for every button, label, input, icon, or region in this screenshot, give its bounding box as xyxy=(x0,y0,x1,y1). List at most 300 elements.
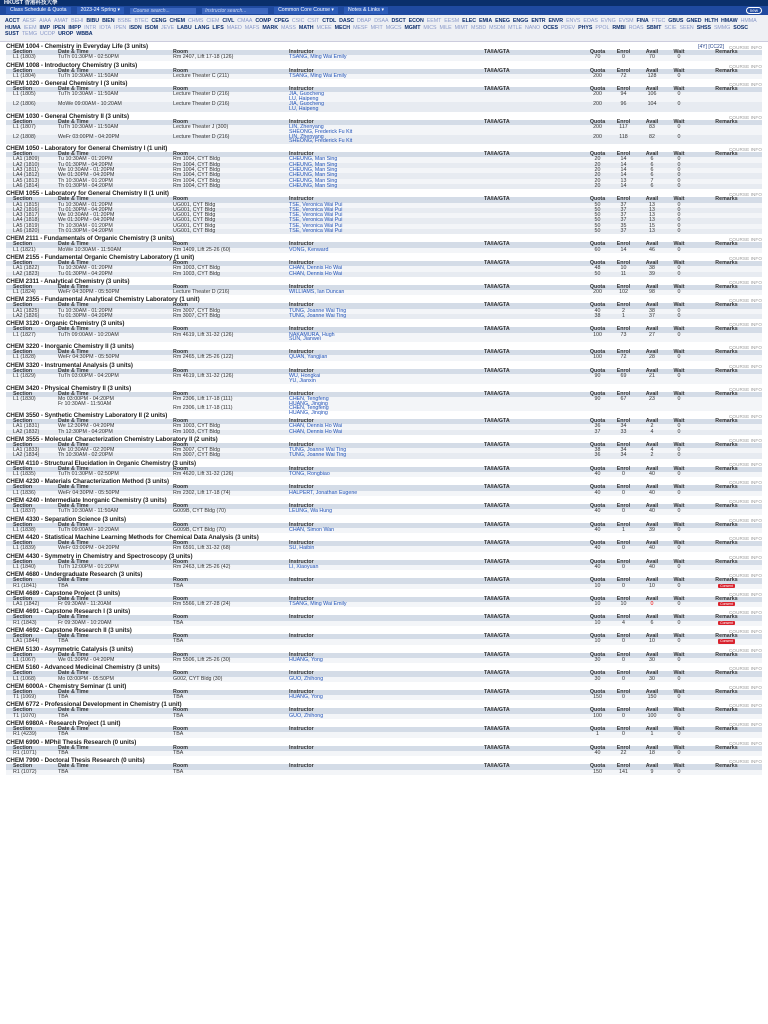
course-info-link[interactable]: COURSE INFO xyxy=(728,703,762,709)
course-title[interactable]: CHEM 3555 - Molecular Characterization Chemistry Laboratory II (2 units) xyxy=(6,435,218,443)
subject-link-nano[interactable]: NANO xyxy=(525,24,541,31)
instructor-link[interactable]: CHEN, Tengfeng xyxy=(289,395,329,402)
course-title[interactable]: CHEM 2155 - Fundamental Organic Chemistry Laboratory (1 unit) xyxy=(6,253,195,261)
subject-link-mics[interactable]: MICS xyxy=(423,24,437,31)
course-block xyxy=(6,113,762,144)
subject-link-sosc[interactable]: SOSC xyxy=(733,24,749,31)
instructor-link[interactable]: HUANG, Yong xyxy=(289,656,323,663)
instructor-link[interactable]: CHEN, Tengfeng xyxy=(289,405,329,412)
instructor-link[interactable]: WILLIAMS, Ian Duncan xyxy=(289,289,345,296)
subject-link-jeve[interactable]: JEVE xyxy=(161,24,175,31)
course-info-link[interactable]: COURSE INFO xyxy=(728,498,762,504)
subject-link-msdm[interactable]: MSDM xyxy=(489,24,506,31)
instructor-link[interactable]: TUNG, Joanne Wai Ting xyxy=(289,452,347,459)
course-title[interactable]: CHEM 4689 - Capstone Project (3 units) xyxy=(6,589,120,597)
course-info-link[interactable]: COURSE INFO xyxy=(728,647,762,653)
consent-badge[interactable]: Consent xyxy=(720,602,733,607)
subject-link-iota[interactable]: IOTA xyxy=(99,24,112,31)
subject-link-engg[interactable]: ENGG xyxy=(512,18,529,24)
instructor-link[interactable]: TUNG, Joanne Wai Ting xyxy=(289,307,347,314)
instructor-link[interactable]: TSANG, Ming Wai Emily xyxy=(289,54,347,61)
section-row[interactable] xyxy=(6,565,762,570)
subject-link-envs[interactable]: ENVS xyxy=(566,18,581,24)
instructor-link[interactable]: CHAN, Dennis Ho Wai xyxy=(289,423,343,430)
instructor-link[interactable]: JIA, Guocheng xyxy=(289,101,325,108)
subject-link-mimt[interactable]: MIMT xyxy=(454,24,468,31)
subject-link-seen[interactable]: SEEN xyxy=(679,24,694,31)
subject-link-mesf[interactable]: MESF xyxy=(353,24,368,31)
course-block xyxy=(6,683,762,701)
remarks xyxy=(691,546,762,551)
course-info-link[interactable]: COURSE INFO xyxy=(728,192,762,198)
course-title[interactable]: CHEM 3420 - Physical Chemistry II (3 units) xyxy=(6,384,132,392)
subject-link-isdn[interactable]: ISDN xyxy=(129,24,142,31)
instructor-link[interactable]: JIA, Guocheng xyxy=(289,91,325,98)
subject-link-dbap[interactable]: DBAP xyxy=(356,18,372,24)
subject-link-sust[interactable]: SUST xyxy=(5,31,19,38)
ta-cell xyxy=(484,472,585,477)
instructor-link[interactable]: TSE, Veronica Wai Pui xyxy=(289,222,343,229)
subject-link-bien[interactable]: BIEN xyxy=(102,18,115,24)
section-row[interactable] xyxy=(6,314,762,319)
subject-link-ftec[interactable]: FTEC xyxy=(651,18,666,24)
section-row[interactable] xyxy=(6,430,762,435)
course-info-link[interactable]: COURSE INFO xyxy=(728,413,762,419)
section-code: LA4 (1812) xyxy=(13,172,40,179)
course-info-link[interactable]: COURSE INFO xyxy=(728,740,762,746)
subject-link-impp[interactable]: IMPP xyxy=(68,24,82,31)
subject-link-msbd[interactable]: MSBD xyxy=(470,24,487,31)
subject-link-btec[interactable]: BTEC xyxy=(134,18,149,24)
section-row[interactable] xyxy=(6,272,762,277)
course-title[interactable]: CHEM 1020 - General Chemistry I (3 units) xyxy=(6,80,128,88)
subject-link-civl[interactable]: CIVL xyxy=(222,18,235,24)
course-title[interactable]: CHEM 6980A - Research Project (1 unit) xyxy=(6,720,121,728)
enrol: 35 xyxy=(620,222,627,229)
subject-link-pdev[interactable]: PDEV xyxy=(560,24,576,31)
wait: 0 xyxy=(677,545,681,552)
section-row[interactable] xyxy=(6,528,762,533)
subject-link-phys[interactable]: PHYS xyxy=(578,24,593,31)
subject-link-sbmt[interactable]: SBMT xyxy=(646,24,662,31)
instructor-link[interactable]: TSE, Veronica Wai Pui xyxy=(289,228,343,235)
course-info-link[interactable]: COURSE INFO xyxy=(728,759,762,765)
avail: 13 xyxy=(649,201,655,208)
section-row[interactable] xyxy=(6,248,762,253)
section-code: L2 (1806) xyxy=(13,101,36,108)
course-title[interactable]: CHEM 3120 - Organic Chemistry (3 units) xyxy=(6,320,125,328)
column-header-enrol: Enrol xyxy=(616,763,631,770)
course-title[interactable]: CHEM 4330 - Separation Science (3 units) xyxy=(6,515,127,523)
subject-link-rmbi[interactable]: RMBI xyxy=(612,24,626,31)
enrol: 1 xyxy=(622,526,625,533)
subject-link-dsct[interactable]: DSCT xyxy=(391,18,406,24)
date-time-line: Tu 01:30PM - 04:20PM xyxy=(58,206,113,213)
subject-link-mass[interactable]: MASS xyxy=(281,24,296,31)
subject-link-entr[interactable]: ENTR xyxy=(531,18,546,24)
column-header-section: Section xyxy=(13,763,33,770)
course-info-link[interactable]: COURSE INFO xyxy=(728,517,762,523)
section-row[interactable] xyxy=(6,374,762,384)
course-title[interactable]: CHEM 5130 - Asymmetric Catalysis (3 units) xyxy=(6,645,133,653)
instructor-link[interactable]: CHAN, Dennis Ho Wai xyxy=(289,270,343,277)
course-info-link[interactable]: COURSE INFO xyxy=(728,82,762,88)
column-header-date-time: Date & Time xyxy=(58,688,89,695)
instructor-link[interactable]: SHEONG, Frederick Fu Kit xyxy=(289,138,353,145)
subject-link-dasc[interactable]: DASC xyxy=(339,18,354,24)
course-title[interactable]: CHEM 6990 - MPhil Thesis Research (0 units) xyxy=(6,738,137,746)
subject-link-temg[interactable]: TEMG xyxy=(21,31,38,38)
instructor-link[interactable]: LEUNG, Wa Hung xyxy=(289,508,333,515)
section-row[interactable] xyxy=(6,732,762,737)
instructor-link[interactable]: CHEUNG, Man Sing xyxy=(289,161,338,168)
course-title[interactable]: CHEM 4680 - Undergraduate Research (3 units) xyxy=(6,571,143,579)
section-row[interactable] xyxy=(6,658,762,663)
course-title[interactable]: CHEM 4230 - Materials Characterization Method (3 units) xyxy=(6,478,169,486)
subject-link-csic[interactable]: CSIC xyxy=(291,18,305,24)
subject-link-mafs[interactable]: MAFS xyxy=(244,24,260,31)
subject-link-lang[interactable]: LANG xyxy=(194,24,210,31)
subject-link-ieem[interactable]: IEEM xyxy=(23,24,37,31)
instructor-link[interactable]: TONG, Rongbiao xyxy=(289,471,330,478)
subject-link-mcee[interactable]: MCEE xyxy=(316,24,332,31)
wait: 0 xyxy=(677,452,681,459)
course-block xyxy=(6,701,762,719)
subject-link-shss[interactable]: SHSS xyxy=(696,24,711,31)
date-time-line: TuTh 10:30AM - 11:50AM xyxy=(58,72,119,79)
subject-link-oces[interactable]: OCES xyxy=(543,24,558,31)
course-title[interactable]: CHEM 3220 - Inorganic Chemistry II (3 units) xyxy=(6,343,134,351)
instructor-link[interactable]: SHEONG, Frederick Fu Kit xyxy=(289,128,353,135)
column-header-room: Room xyxy=(173,521,189,528)
subject-link-cmaa[interactable]: CMAA xyxy=(237,18,253,24)
instructor-link[interactable]: HUANG, Jinqing xyxy=(289,409,328,416)
course-info-link[interactable]: COURSE INFO xyxy=(728,610,762,616)
column-header-avail: Avail xyxy=(645,633,659,640)
subject-link-hlth[interactable]: HLTH xyxy=(704,18,719,24)
instructor-link[interactable]: TSE, Veronica Wai Pui xyxy=(289,212,343,219)
subject-link-elec[interactable]: ELEC xyxy=(462,18,477,24)
course-title[interactable]: CHEM 2111 - Fundamentals of Organic Chemistry (3 units) xyxy=(6,235,175,243)
subject-link-eemt[interactable]: EEMT xyxy=(426,18,442,24)
subject-link-mfit[interactable]: MFIT xyxy=(370,24,383,31)
subject-link-mark[interactable]: MARK xyxy=(262,24,279,31)
section-row[interactable] xyxy=(6,290,762,295)
course-title[interactable]: CHEM 6772 - Professional Development in Chemistry (1 unit) xyxy=(6,701,182,709)
section-row[interactable] xyxy=(6,677,762,682)
column-header-date-time: Date & Time xyxy=(58,726,89,733)
subject-link-mech[interactable]: MECH xyxy=(334,24,351,31)
instructor-search-input[interactable]: Instructor search... xyxy=(202,8,268,14)
subject-link-emia[interactable]: EMIA xyxy=(479,18,493,24)
course-info-link[interactable]: COURSE INFO xyxy=(728,298,762,304)
quota: 40 xyxy=(594,564,601,570)
subject-link-gned[interactable]: GNED xyxy=(686,18,702,24)
subject-link-aiaa[interactable]: AIAA xyxy=(39,18,52,24)
column-header-room: Room xyxy=(173,707,189,714)
course-info-link[interactable]: COURSE INFO xyxy=(728,461,762,467)
course-info-link[interactable]: COURSE INFO xyxy=(728,45,762,50)
course-title[interactable]: CHEM 3550 - Synthetic Chemistry Laboratory II (2 units) xyxy=(6,411,168,419)
course-title[interactable]: CHEM 1055 - Laboratory for General Chemistry II (1 unit) xyxy=(6,190,169,198)
subject-link-chms[interactable]: CHMS xyxy=(187,18,204,24)
column-header-quota: Quota xyxy=(589,763,606,770)
date-time-line: Th 10:30AM - 01:20PM xyxy=(58,222,113,229)
course-info-link[interactable]: COURSE INFO xyxy=(728,237,762,243)
instructor-link[interactable]: TSANG, Ming Wai Emily xyxy=(289,601,347,608)
course-title[interactable]: CHEM 1030 - General Chemistry II (3 units) xyxy=(6,112,130,120)
subject-link-evsm[interactable]: EVSM xyxy=(618,18,634,24)
subject-link-math[interactable]: MATH xyxy=(298,24,314,31)
instructor-link[interactable]: GUO, Zhihong xyxy=(289,712,324,719)
instructor-link[interactable]: GUO, Zhihong xyxy=(289,675,324,682)
nav-class-schedule[interactable]: Class Schedule & Quota xyxy=(6,7,71,14)
course-info-link[interactable]: COURSE INFO xyxy=(728,684,762,690)
course-title[interactable]: CHEM 1050 - Laboratory for General Chemistry I (1 unit) xyxy=(6,145,168,153)
section-row[interactable] xyxy=(6,770,762,775)
section-row[interactable] xyxy=(6,584,762,589)
section-row[interactable] xyxy=(6,751,762,756)
course-info-link[interactable]: COURSE INFO xyxy=(728,573,762,579)
subject-link-ceng[interactable]: CENG xyxy=(151,18,167,24)
section-code: L1 (1068) xyxy=(13,675,36,682)
course-title[interactable]: CHEM 4240 - Intermediate Inorganic Chemistry (3 units) xyxy=(6,496,167,504)
term-select[interactable]: 2023-24 Spring ▾ xyxy=(77,7,125,14)
section-row[interactable] xyxy=(6,229,762,234)
section-row[interactable] xyxy=(6,102,762,112)
instructor-link[interactable]: CHAN, Dennis Ho Wai xyxy=(289,428,343,435)
instructor-link[interactable]: TSE, Veronica Wai Pui xyxy=(289,201,343,208)
section-row[interactable] xyxy=(6,355,762,360)
column-header-section: Section xyxy=(13,633,33,640)
subject-link-comp[interactable]: COMP xyxy=(255,18,272,24)
subject-link-labu[interactable]: LABU xyxy=(177,24,192,31)
notes-links-menu[interactable]: Notes & Links ▾ xyxy=(344,7,388,14)
section-row[interactable] xyxy=(6,602,762,607)
subject-link-fina[interactable]: FINA xyxy=(636,18,649,24)
instructor-link[interactable]: LIN, Zhenyang xyxy=(289,123,324,130)
consent-badge[interactable]: Consent xyxy=(720,620,733,625)
section-row[interactable] xyxy=(6,74,762,79)
avail: 4 xyxy=(650,447,654,454)
date-time xyxy=(58,102,173,112)
subject-link-ctdl[interactable]: CTDL xyxy=(322,18,337,24)
instructor-link[interactable]: LU, Haipeng xyxy=(289,96,319,103)
instructor-link[interactable]: CHEUNG, Man Sing xyxy=(289,172,338,179)
subject-link-bsbe[interactable]: BSBE xyxy=(117,18,132,24)
subject-link-aesf[interactable]: AESF xyxy=(22,18,37,24)
course-info-link[interactable]: COURSE INFO xyxy=(728,114,762,120)
section-row[interactable] xyxy=(6,491,762,496)
subject-link-huma[interactable]: HUMA xyxy=(5,24,21,31)
course-info-link[interactable]: COURSE INFO xyxy=(728,554,762,560)
course-title[interactable]: CHEM 4420 - Statistical Machine Learning Methods for Chemical Data Analysis (3 units) xyxy=(6,534,259,542)
subject-link-eoas[interactable]: EOAS xyxy=(583,18,598,24)
course-info-link[interactable]: COURSE INFO xyxy=(728,279,762,285)
course-info-link[interactable]: COURSE INFO xyxy=(728,386,762,392)
instructor-link[interactable]: QUAN, Yangjian xyxy=(289,354,328,361)
common-core-menu[interactable]: Common Core Course ▾ xyxy=(274,7,338,14)
subject-link-ucop[interactable]: UCOP xyxy=(40,31,56,38)
course-info-link[interactable]: COURSE INFO xyxy=(728,722,762,728)
instructor-link[interactable]: WU, Hongkai xyxy=(289,373,321,380)
subject-link-evng[interactable]: EVNG xyxy=(600,18,616,24)
instructor-link[interactable]: TSE, Veronica Wai Pui xyxy=(289,206,343,213)
section-row[interactable] xyxy=(6,621,762,626)
course-title[interactable]: CHEM 5160 - Advanced Medicinal Chemistry (3 units) xyxy=(6,664,160,672)
instructor-link[interactable]: TSE, Veronica Wai Pui xyxy=(289,217,343,224)
section-row[interactable] xyxy=(6,135,762,145)
subject-link-gbus[interactable]: GBUS xyxy=(668,18,684,24)
section-code: R1 (1072) xyxy=(13,768,37,775)
instructor-link[interactable]: SU, Haibin xyxy=(289,545,315,552)
instructor-link[interactable]: HUANG, Yong xyxy=(289,694,323,701)
subject-link-cpeg[interactable]: CPEG xyxy=(274,18,289,24)
site-logo[interactable]: HKUST 香港科技大學 xyxy=(0,0,768,6)
subject-link-ppol[interactable]: PPOL xyxy=(595,24,610,31)
column-header-room: Room xyxy=(173,558,189,565)
course-info-link[interactable]: COURSE INFO xyxy=(728,480,762,486)
course-info-link[interactable]: COURSE INFO xyxy=(728,255,762,261)
section-row[interactable] xyxy=(6,509,762,514)
subject-link-econ[interactable]: ECON xyxy=(408,18,424,24)
course-search-input[interactable]: Course search... xyxy=(130,8,196,14)
subject-link-isom[interactable]: ISOM xyxy=(144,24,159,31)
subject-link-ipen[interactable]: IPEN xyxy=(114,24,127,31)
course-title[interactable]: CHEM 4110 - Structural Elucidation in Organic Chemistry (3 units) xyxy=(6,459,196,467)
course-title[interactable]: CHEM 4691 - Capstone Research I (3 units) xyxy=(6,608,131,616)
course-info-link[interactable]: COURSE INFO xyxy=(728,666,762,672)
instructor-link[interactable]: TUNG, Joanne Wai Ting xyxy=(289,447,347,454)
section-row[interactable] xyxy=(6,695,762,700)
course-title[interactable]: CHEM 4692 - Capstone Research II (3 units) xyxy=(6,627,132,635)
section-row[interactable] xyxy=(6,184,762,189)
consent-badge[interactable]: Consent xyxy=(720,639,733,644)
instructor-link[interactable]: CHEUNG, Man Sing xyxy=(289,182,338,189)
instructor-link[interactable]: LU, Haipeng xyxy=(289,105,319,112)
course-title[interactable]: CHEM 4430 - Symmetry in Chemistry and Spectroscopy (3 units) xyxy=(6,552,193,560)
course-title[interactable]: CHEM 1008 - Introductory Chemistry (3 units) xyxy=(6,61,138,69)
course-title[interactable]: CHEM 7990 - Doctoral Thesis Research (0 units) xyxy=(6,757,145,765)
subject-link-chem[interactable]: CHEM xyxy=(169,18,185,24)
instructor-link[interactable]: NAKAMURA, Hugh xyxy=(289,331,335,338)
column-header-room: Room xyxy=(173,151,189,158)
instructor-link[interactable]: CHEUNG, Man Sing xyxy=(289,156,338,163)
instructor-link[interactable]: LI, Xiaoyuan xyxy=(289,564,319,570)
subject-link-lifs[interactable]: LIFS xyxy=(212,24,224,31)
subject-link-csit[interactable]: CSIT xyxy=(307,18,320,24)
subject-link-ciem[interactable]: CIEM xyxy=(206,18,220,24)
subject-link-scie[interactable]: SCIE xyxy=(664,24,677,31)
subject-link-ipen[interactable]: IPEN xyxy=(53,24,66,31)
subject-link-wbba[interactable]: WBBA xyxy=(76,31,93,38)
subject-link-hmaw[interactable]: HMAW xyxy=(721,18,738,24)
course-title[interactable]: CHEM 6000A - Chemistry Seminar (1 unit) xyxy=(6,682,127,690)
instructor-link[interactable]: TUNG, Joanne Wai Ting xyxy=(289,312,347,319)
room-line: Rm 5506, Lift 25-26 (30) xyxy=(173,656,231,663)
course-info-link[interactable]: COURSE INFO xyxy=(728,536,762,542)
subject-link-maed[interactable]: MAED xyxy=(226,24,242,31)
course-block xyxy=(6,590,762,608)
section-row[interactable] xyxy=(6,472,762,477)
instructor-link[interactable]: SUN, Jianwei xyxy=(289,336,321,343)
course-info-link[interactable]: COURSE INFO xyxy=(728,629,762,635)
subject-link-hmma[interactable]: HMMA xyxy=(740,18,757,24)
section-row[interactable] xyxy=(6,55,762,60)
course-info-link[interactable]: COURSE INFO xyxy=(728,63,762,69)
instructor-link[interactable]: CHAN, Dennis Ho Wai xyxy=(289,265,343,272)
course-attributes[interactable]: [4Y] [CC22] xyxy=(698,44,724,50)
instructor-link[interactable]: HUANG, Jinqing xyxy=(289,400,328,407)
instructor-link[interactable]: CHEUNG, Man Sing xyxy=(289,167,338,174)
enrol: 141 xyxy=(619,768,628,775)
section-row[interactable] xyxy=(6,453,762,458)
subject-link-behi[interactable]: BEHI xyxy=(71,18,84,24)
instructor-link[interactable]: LIN, Zhenyang xyxy=(289,133,324,140)
avail: 9 xyxy=(650,768,654,775)
subject-link-mgmt[interactable]: MGMT xyxy=(404,24,421,31)
section-row[interactable] xyxy=(6,714,762,719)
quota: 50 xyxy=(594,228,601,235)
new-badge[interactable]: new xyxy=(746,7,762,14)
subject-link-smmg[interactable]: SMMG xyxy=(713,24,731,31)
section-row[interactable] xyxy=(6,639,762,644)
course-title[interactable]: CHEM 2355 - Fundamental Analytical Chemistry Laboratory (1 unit) xyxy=(6,296,200,304)
column-header-wait: Wait xyxy=(673,651,685,658)
consent-badge[interactable]: Consent xyxy=(720,583,733,588)
subject-link-mtle[interactable]: MTLE xyxy=(508,24,523,31)
course-title[interactable]: CHEM 2311 - Analytical Chemistry (3 units) xyxy=(6,277,130,285)
column-header-room: Room xyxy=(173,67,189,74)
course-info-link[interactable]: COURSE INFO xyxy=(728,363,762,369)
subject-link-eesm[interactable]: EESM xyxy=(444,18,460,24)
subject-link-dsaa[interactable]: DSAA xyxy=(374,18,389,24)
subject-link-intr[interactable]: INTR xyxy=(84,24,97,31)
column-header-section: Section xyxy=(13,651,33,658)
column-header-ta-ia-gta: TA/IA/GTA xyxy=(484,688,510,695)
instructor-link[interactable]: YU, Jianxin xyxy=(289,377,316,384)
instructor-link[interactable]: CHAN, Simon Wan xyxy=(289,526,335,533)
subject-link-eneg[interactable]: ENEG xyxy=(495,18,510,24)
subject-link-iimp[interactable]: IIMP xyxy=(39,24,51,31)
instructor-link[interactable]: TSANG, Ming Wai Emily xyxy=(289,72,347,79)
section-row[interactable] xyxy=(6,333,762,343)
subject-link-envr[interactable]: ENVR xyxy=(548,18,564,24)
subject-link-urop[interactable]: UROP xyxy=(58,31,74,38)
course-info-link[interactable]: COURSE INFO xyxy=(728,345,762,351)
subject-link-mile[interactable]: MILE xyxy=(439,24,452,31)
room xyxy=(173,509,289,514)
course-title[interactable]: CHEM 3320 - Instrumental Analysis (3 units) xyxy=(6,361,133,369)
enrol: 22 xyxy=(620,749,627,756)
subject-link-bibu[interactable]: BIBU xyxy=(86,18,100,24)
instructor-link[interactable]: VONG, Kenward xyxy=(289,246,329,253)
subject-link-amat[interactable]: AMAT xyxy=(54,18,69,24)
subject-link-mgcs[interactable]: MGCS xyxy=(385,24,402,31)
course-block xyxy=(6,516,762,534)
instructor-link[interactable]: CHEUNG, Man Sing xyxy=(289,177,338,184)
course-info-link[interactable]: COURSE INFO xyxy=(728,147,762,153)
course-title[interactable]: CHEM 1004 - Chemistry in Everyday Life (3 units) xyxy=(6,43,149,50)
subject-link-acct[interactable]: ACCT xyxy=(5,18,20,24)
column-header-remarks: Remarks xyxy=(715,744,738,751)
course-info-link[interactable]: COURSE INFO xyxy=(728,322,762,328)
course-info-link[interactable]: COURSE INFO xyxy=(728,437,762,443)
subject-link-roas[interactable]: ROAS xyxy=(628,24,644,31)
instructor-link[interactable]: HALPERT, Jonathan Eugene xyxy=(289,489,358,496)
course-info-link[interactable]: COURSE INFO xyxy=(728,591,762,597)
section-row[interactable] xyxy=(6,546,762,551)
